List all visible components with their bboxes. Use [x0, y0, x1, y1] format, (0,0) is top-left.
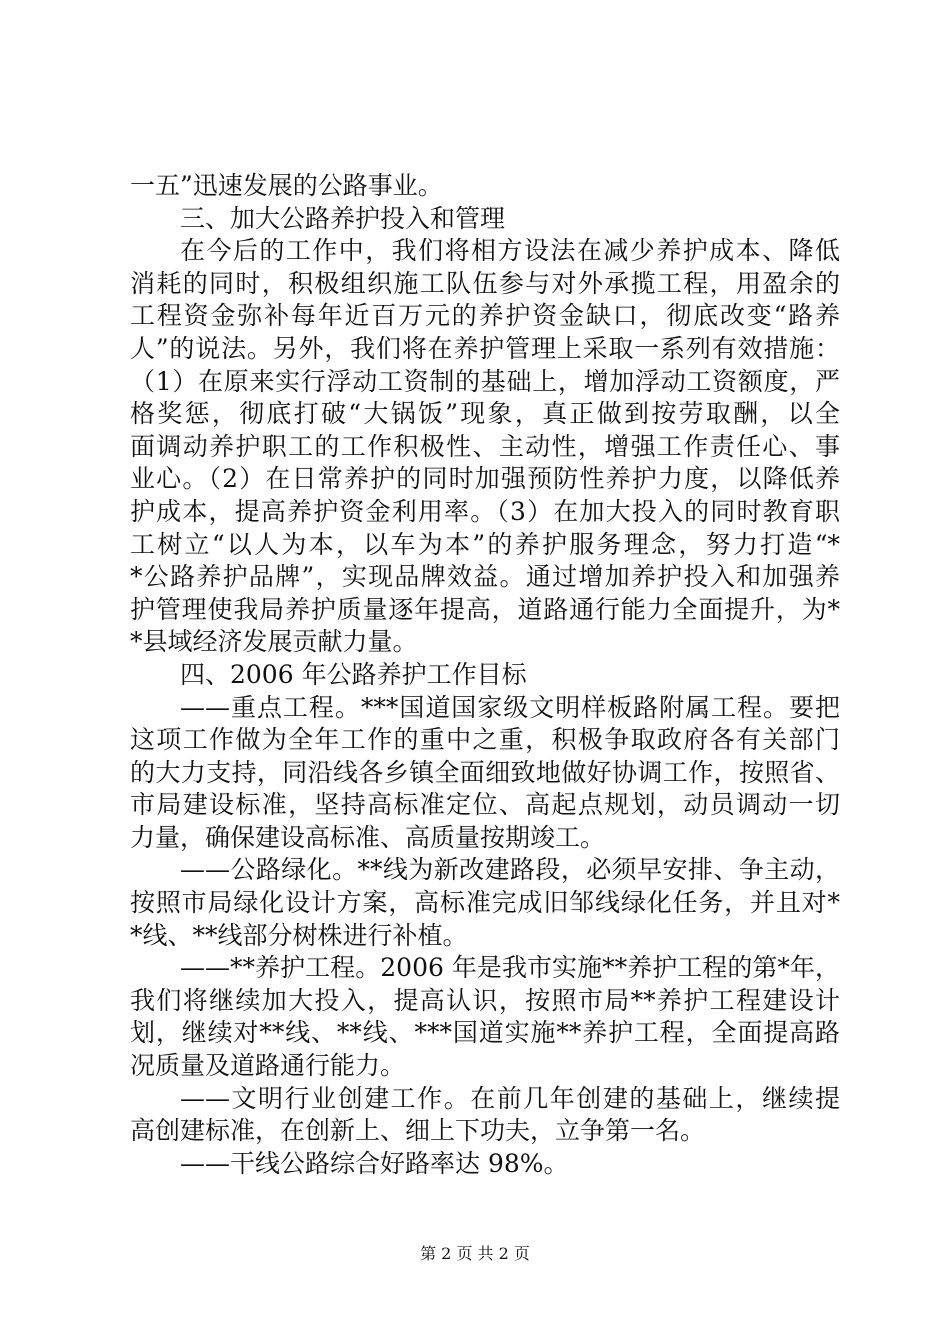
- text-line: ——文明行业创建工作。在前几年创建的基础上，继续提: [180, 1083, 840, 1113]
- text-line: 市局建设标准，坚持高标准定位、高起点规划，动员调动一切: [130, 790, 840, 820]
- text-line: 在今后的工作中，我们将相方设法在减少养护成本、降低: [180, 236, 840, 266]
- page-number-footer: 第 2 页 共 2 页: [420, 1244, 530, 1263]
- text-line: 人”的说法。另外，我们将在养护管理上采取一系列有效措施：: [130, 333, 840, 363]
- text-line: 业心。（2）在日常养护的同时加强预防性养护力度，以降低养: [130, 464, 840, 494]
- text-line: 护管理使我局养护质量逐年提高，道路通行能力全面提升，为*: [130, 594, 840, 624]
- document-body: [130, 170, 840, 1180]
- text-line: *线、**线部分树株进行补植。: [130, 920, 468, 950]
- text-line: 消耗的同时，积极组织施工队伍参与对外承揽工程，用盈余的: [130, 268, 840, 298]
- text-line: ——公路绿化。**线为新改建路段，必须早安排、争主动，: [180, 855, 840, 885]
- text-line: *公路养护品牌”，实现品牌效益。通过增加养护投入和加强养: [130, 562, 840, 592]
- text-line: 的大力支持，同沿线各乡镇全面细致地做好协调工作，按照省、: [130, 757, 840, 787]
- text-line: 一五”迅速发展的公路事业。: [130, 171, 443, 200]
- text-line: *县域经济发展贡献力量。: [130, 627, 418, 657]
- text-line: 我们将继续加大投入，提高认识，按照市局**养护工程建设计: [130, 985, 840, 1015]
- text-line: 高创建标准，在创新上、细上下功夫，立争第一名。: [130, 1116, 706, 1146]
- text-line: 面调动养护职工的工作积极性、主动性，增强工作责任心、事: [130, 431, 840, 461]
- text-line: 况质量及道路通行能力。: [130, 1051, 406, 1081]
- text-line: 工程资金弥补每年近百万元的养护资金缺口，彻底改变“路养: [130, 301, 840, 331]
- text-line: 划，继续对**线、**线、***国道实施**养护工程，全面提高路: [130, 1018, 840, 1048]
- text-line: 这项工作做为全年工作的重中之重，积极争取政府各有关部门: [130, 725, 840, 755]
- text-line: 护成本，提高养护资金利用率。（3）在加大投入的同时教育职: [130, 496, 840, 526]
- text-line: 格奖惩，彻底打破“大锅饭”现象，真正做到按劳取酬，以全: [130, 399, 840, 429]
- text-line: （1）在原来实行浮动工资制的基础上，增加浮动工资额度，严: [130, 366, 840, 396]
- text-line: 按照市局绿化设计方案，高标准完成旧邹线绿化任务，并且对*: [130, 888, 840, 918]
- text-line: 力量，确保建设高标准、高质量按期竣工。: [130, 822, 606, 852]
- section-heading-3: 三、加大公路养护投入和管理: [180, 203, 506, 233]
- text-line: 工树立“以人为本，以车为本”的养护服务理念，努力打造“*: [130, 529, 840, 559]
- text-line: ——重点工程。***国道国家级文明样板路附属工程。要把: [180, 692, 840, 722]
- section-heading-4: 四、2006 年公路养护工作目标: [180, 659, 527, 689]
- text-line: ——干线公路综合好路率达 98%。: [180, 1148, 569, 1178]
- text-line: ——**养护工程。2006 年是我市实施**养护工程的第*年，: [180, 953, 840, 983]
